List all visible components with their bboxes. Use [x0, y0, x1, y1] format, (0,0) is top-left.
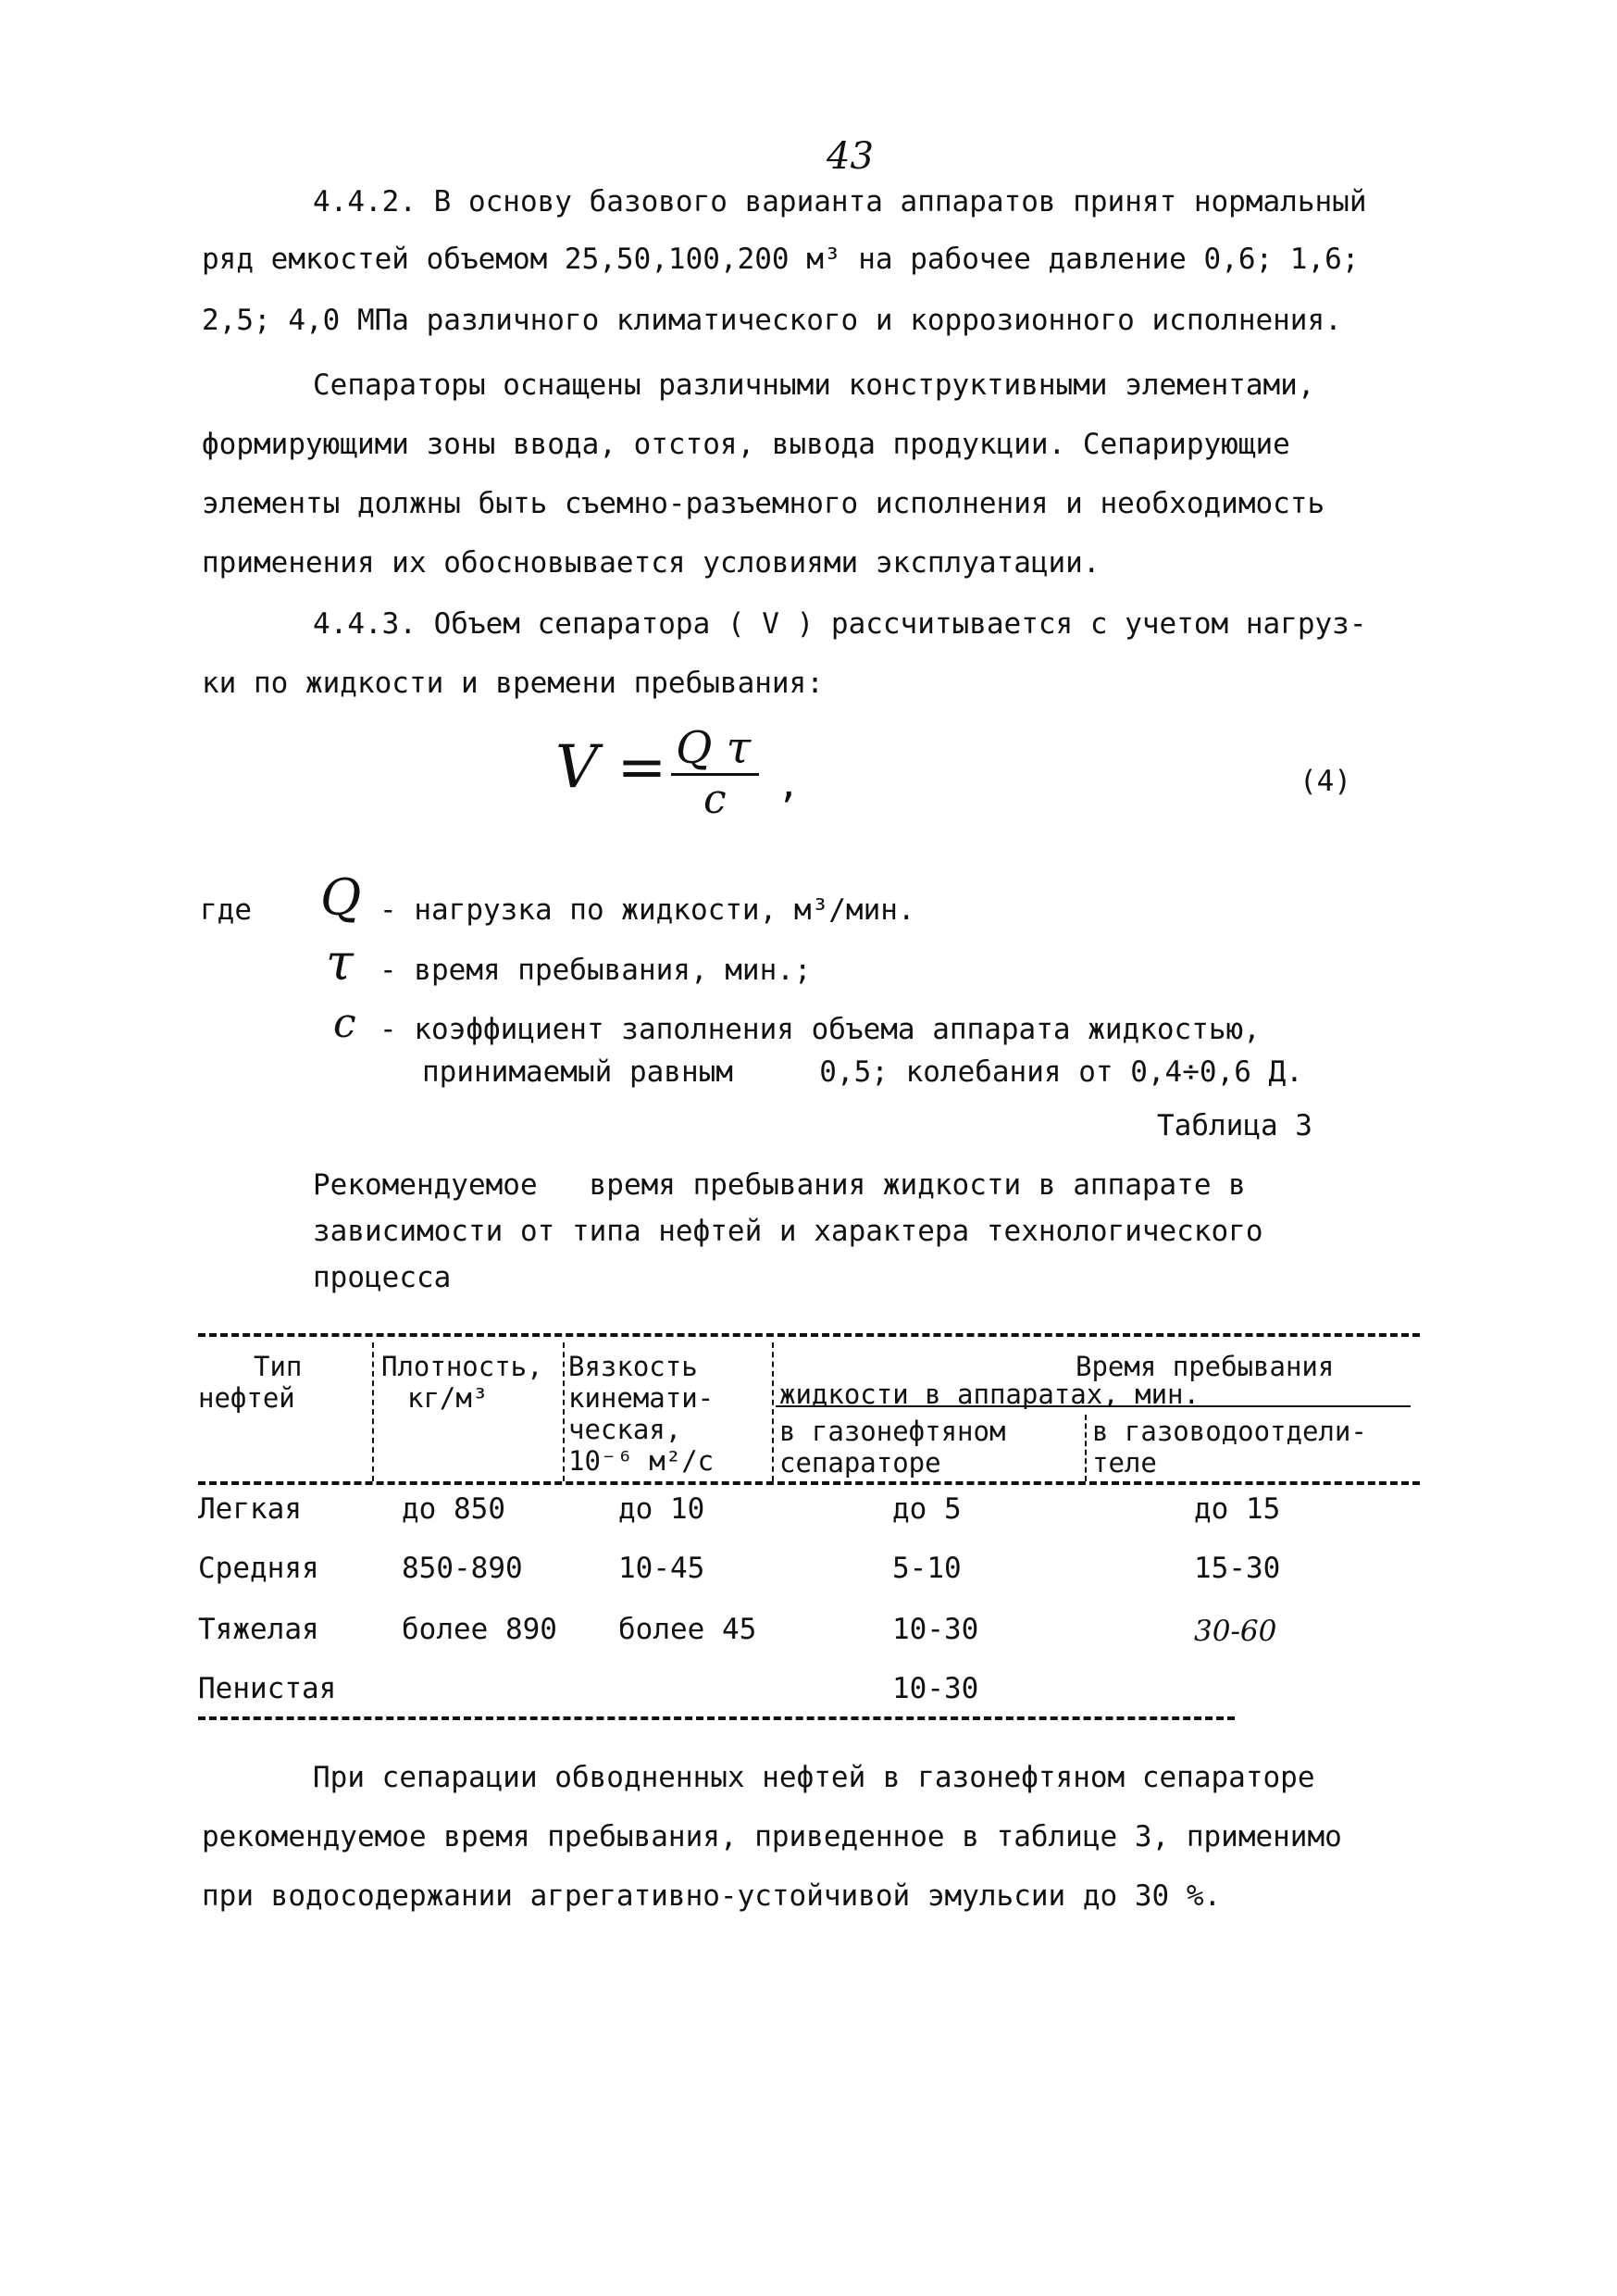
header-time-line-2: жидкости в аппаратах, мин. [779, 1379, 1200, 1410]
header-viscosity-line-3: ческая, [568, 1414, 682, 1445]
table-cell: до 5 [892, 1492, 962, 1526]
header-viscosity-line-1: Вязкость [568, 1351, 698, 1382]
header-density-line-1: Плотность, [381, 1351, 543, 1382]
separators-paragraph-line-1: Сепараторы оснащены различными конструктивными элементами, [313, 368, 1315, 402]
column-divider-4 [1085, 1415, 1087, 1481]
header-gas-separator-line-1: в газонефтяном [779, 1416, 1006, 1447]
table-caption-line-1: Рекомендуемое время пребывания жидкости в аппарате в [313, 1168, 1246, 1202]
table-caption-line-2: зависимости от типа нефтей и характера технологического [313, 1215, 1263, 1248]
q-definition: - нагрузка по жидкости, м³/мин. [379, 893, 915, 927]
table-number: Таблица 3 [1157, 1109, 1312, 1142]
c-definition-line-2: принимаемый равным 0,5; колебания от 0,4÷0,6 Д. [422, 1055, 1303, 1089]
table-cell: до 10 [618, 1492, 705, 1526]
column-divider-1 [372, 1342, 374, 1481]
table-cell: 850-890 [402, 1552, 523, 1585]
paragraph-4-4-2-line-2: ряд емкостей объемом 25,50,100,200 м³ на рабочее давление 0,6; 1,6; [202, 243, 1360, 276]
table-cell: Легкая [198, 1492, 302, 1526]
table-cell: 10-30 [892, 1672, 979, 1705]
header-time-line-1: Время пребывания [1076, 1351, 1335, 1382]
header-viscosity-line-2: кинемати- [568, 1382, 715, 1414]
table-cell: 15-30 [1194, 1552, 1281, 1585]
header-gas-separator-line-2: сепараторе [779, 1447, 941, 1479]
column-divider-3 [772, 1342, 774, 1481]
header-density-line-2: кг/м³ [407, 1382, 489, 1414]
table-cell: Средняя [198, 1552, 319, 1585]
paragraph-4-4-3-line-2: ки по жидкости и времени пребывания: [202, 667, 824, 700]
where-label: где [200, 893, 252, 927]
table-caption-line-3: процесса [313, 1261, 452, 1294]
table-cell: 30-60 [1194, 1615, 1277, 1648]
table-bottom-rule [198, 1716, 1235, 1720]
header-viscosity-line-4: 10⁻⁶ м²/с [568, 1445, 715, 1477]
tau-symbol: τ [326, 933, 354, 992]
c-symbol: c [333, 1000, 356, 1047]
q-symbol: Q [320, 868, 362, 927]
formula-lhs: V = [555, 733, 667, 802]
table-cell: более 45 [618, 1613, 757, 1646]
table-cell: более 890 [402, 1613, 557, 1646]
paragraph-4-4-3-line-1: 4.4.3. Объем сепаратора ( V ) рассчитывается с учетом нагруз- [313, 607, 1367, 641]
table-cell: Тяжелая [198, 1613, 319, 1646]
equation-number: (4) [1300, 765, 1351, 798]
paragraph-4-4-2-line-3: 2,5; 4,0 МПа различного климатического и коррозионного исполнения. [202, 304, 1342, 337]
formula-denominator: c [703, 776, 727, 823]
footnote-line-1: При сепарации обводненных нефтей в газонефтяном сепараторе [313, 1761, 1315, 1794]
header-type-line-1: Тип [254, 1351, 303, 1382]
volume-formula [555, 722, 852, 824]
separators-paragraph-line-4: применения их обосновывается условиями эксплуатации. [202, 546, 1101, 580]
table-cell: 10-30 [892, 1613, 979, 1646]
paragraph-4-4-2-line-1: 4.4.2. В основу базового варианта аппаратов принят нормальный [313, 185, 1367, 218]
header-water-separator-line-2: теле [1092, 1447, 1157, 1479]
header-water-separator-line-1: в газоводоотдели- [1092, 1416, 1367, 1447]
table-cell: 10-45 [618, 1552, 705, 1585]
footnote-line-2: рекомендуемое время пребывания, приведенное в таблице 3, применимо [202, 1820, 1342, 1853]
separators-paragraph-line-3: элементы должны быть съемно-разъемного исполнения и необходимость [202, 487, 1325, 520]
footnote-line-3: при водосодержании агрегативно-устойчивой эмульсии до 30 %. [202, 1879, 1222, 1913]
header-type-line-2: нефтей [198, 1382, 295, 1414]
table-top-rule [198, 1333, 1420, 1337]
table-cell: до 850 [402, 1492, 505, 1526]
column-divider-2 [563, 1342, 565, 1481]
formula-comma: , [777, 764, 801, 806]
formula-numerator: Q τ [676, 722, 752, 774]
c-definition-line-1: - коэффициент заполнения объема аппарата жидкостью, [379, 1013, 1261, 1046]
separators-paragraph-line-2: формирующими зоны ввода, отстоя, вывода продукции. Сепарирующие [202, 428, 1290, 461]
table-cell: до 15 [1194, 1492, 1281, 1526]
tau-definition: - время пребывания, мин.; [379, 954, 812, 987]
table-header-rule [198, 1481, 1420, 1485]
table-cell: Пенистая [198, 1672, 337, 1705]
table-cell: 5-10 [892, 1552, 962, 1585]
page-number: 43 [827, 135, 874, 178]
